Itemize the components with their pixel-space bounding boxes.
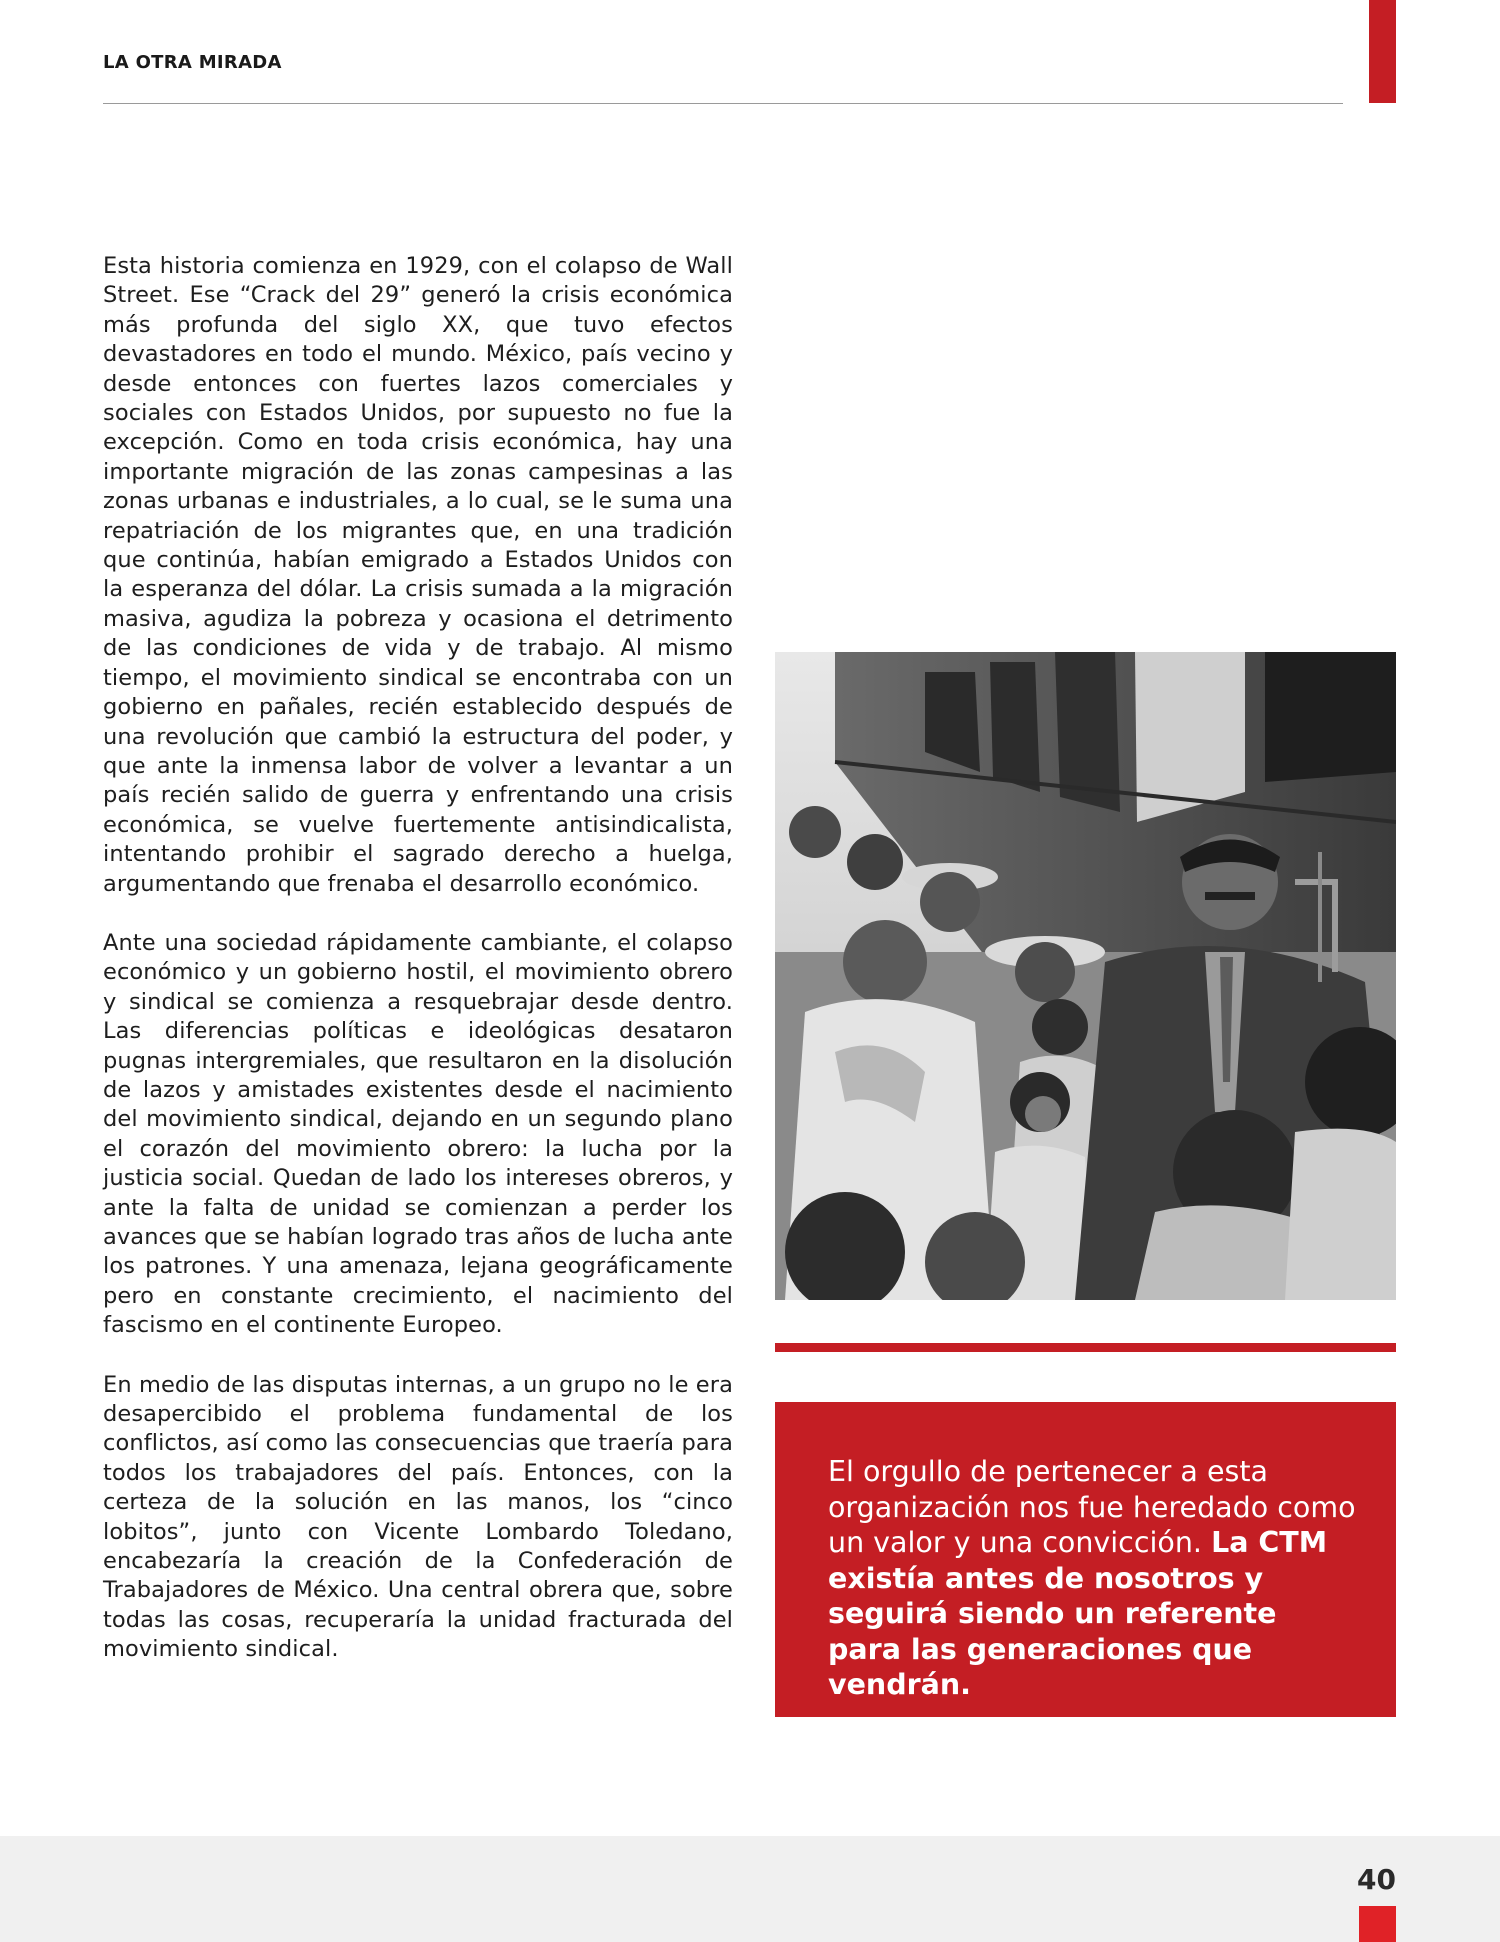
footer-accent-tab <box>1359 1906 1396 1942</box>
page-number: 40 <box>1357 1863 1396 1896</box>
header-divider <box>103 103 1343 104</box>
accent-bar <box>775 1343 1396 1352</box>
paragraph-2: Ante una sociedad rápidamente cambiante, el colapso económico y un gobierno hostil, el movimiento obrero y sindical se comienza a resquebrajar desde dentro. Las diferencias políticas e ideológicas desataron pugnas intergremiales, que resultaron en la disolución de lazos y amistades existentes desde el nacimiento del movimiento sindical, dejando en un segundo plano el corazón del movimiento obrero: la lucha por la justicia social. Quedan de lado los intereses obreros, y ante la falta de unidad se comienzan a perder los avances que se habían logrado tras años de lucha ante los patrones. Y una amenaza, lejana geográficamente pero en constante crecimiento, el nacimiento del fascismo en el continente Europeo. <box>103 929 733 1339</box>
paragraph-1: Esta historia comienza en 1929, con el colapso de Wall Street. Ese “Crack del 29” generó la crisis económica más profunda del siglo XX, que tuvo efectos devastadores en todo el mundo. México, país vecino y desde entonces con fuertes lazos comerciales y sociales con Estados Unidos, por supuesto no fue la excepción. Como en toda crisis económica, hay una importante migración de las zonas campesinas a las zonas urbanas e industriales, a lo cual, se le suma una repatriación de los migrantes que, en una tradición que continúa, habían emigrado a Estados Unidos con la esperanza del dólar. La crisis sumada a la migración masiva, agudiza la pobreza y ocasiona el detrimento de las condiciones de vida y de trabajo. Al mismo tiempo, el movimiento sindical se encontraba con un gobierno en pañales, recién establecido después de una revolución que cambió la estructura del poder, y que ante la inmensa labor de volver a levantar a un país recién salido de guerra y enfrentando una crisis económica, se vuelve fuertemente antisindicalista, intentando prohibir el sagrado derecho a huelga, argumentando que frenaba el desarrollo económico. <box>103 253 733 897</box>
paragraph-3: En medio de las disputas internas, a un grupo no le era desapercibido el problema fundamental de los conflictos, así como las consecuencias que traería para todos los trabajadores del país. Entonces, con la certeza de la solución en las manos, los “cinco lobitos”, junto con Vicente Lombardo Toledano, encabezaría la creación de la Confederación de Trabajadores de México. Una central obrera que, sobre todas las cosas, recuperaría la unidad fracturada del movimiento sindical. <box>103 1371 733 1663</box>
pull-quote-bold: La CTM existía antes de nosotros y seguirá siendo un referente para las generaciones que vendrán. <box>828 1526 1328 1701</box>
corner-accent-tab <box>1369 0 1396 103</box>
page-footer <box>0 1836 1500 1942</box>
pull-quote-text <box>828 1454 1356 1703</box>
pull-quote <box>775 1402 1396 1717</box>
article-body <box>103 252 733 1695</box>
section-title: LA OTRA MIRADA <box>103 52 282 73</box>
pull-quote-regular: El orgullo de pertenecer a esta organización nos fue heredado como un valor y una convicción. <box>828 1455 1356 1559</box>
historical-photo <box>775 652 1396 1300</box>
